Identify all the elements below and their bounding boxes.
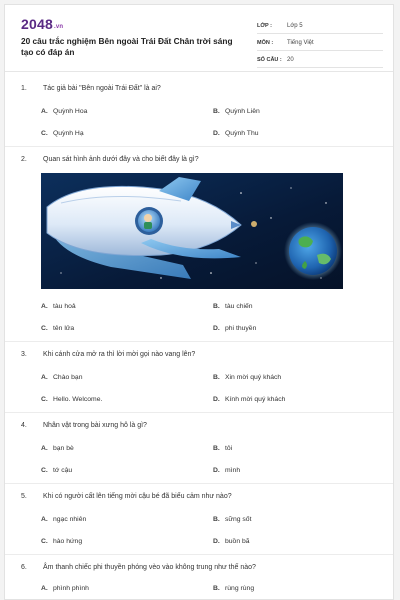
option-text: tàu hoả — [53, 303, 76, 310]
question-2-text — [21, 156, 199, 163]
question-divider — [5, 341, 394, 342]
option-letter: D. — [213, 396, 220, 403]
question-prompt: Khi cánh cửa mở ra thì lời mời gọi nào vang lên? — [43, 351, 196, 358]
option-letter: B. — [213, 445, 220, 452]
quiz-title: 20 câu trắc nghiệm Bên ngoài Trái Đất Chân trời sáng tạo có đáp án — [21, 36, 233, 57]
option-text: Quỳnh Thu — [225, 130, 259, 137]
question-1-option-a[interactable] — [41, 108, 87, 115]
logo-text: 2048 — [21, 16, 53, 32]
option-letter: B. — [213, 374, 220, 381]
option-text: tớ cậu — [53, 467, 73, 474]
option-text: Kính mời quý khách — [225, 396, 286, 403]
question-4-option-a[interactable] — [41, 445, 74, 452]
option-text: Hello. Welcome. — [53, 396, 103, 403]
option-letter: C. — [41, 130, 48, 137]
quiz-meta — [257, 19, 383, 70]
question-6-option-b[interactable] — [213, 585, 254, 592]
question-2-option-b[interactable] — [213, 303, 253, 310]
question-1-option-c[interactable] — [41, 130, 84, 137]
option-letter: B. — [213, 108, 220, 115]
meta-row-subject — [257, 36, 383, 51]
meta-label: LỚP : — [257, 23, 272, 29]
spaceship-image — [41, 173, 343, 289]
question-6-option-a[interactable] — [41, 585, 89, 592]
meta-value: Lớp 5 — [287, 23, 303, 29]
quiz-header — [5, 5, 393, 72]
option-text: buồn bã — [225, 538, 250, 545]
question-3-option-c[interactable] — [41, 396, 102, 403]
question-5-text — [21, 493, 232, 500]
question-1-text — [21, 85, 161, 92]
option-text: rùng rùng — [225, 585, 255, 592]
question-5-option-c[interactable] — [41, 538, 82, 545]
option-letter: D. — [213, 130, 220, 137]
question-number: 1. — [21, 85, 27, 92]
option-letter: B. — [213, 585, 220, 592]
question-3-text — [21, 351, 195, 358]
option-text: Quỳnh Hạ — [53, 130, 84, 137]
question-4-text — [21, 422, 147, 429]
question-prompt: Quan sát hình ảnh dưới đây và cho biết đây là gì? — [43, 156, 199, 163]
question-prompt: Nhân vật trong bài xưng hô là gì? — [43, 422, 147, 429]
question-divider — [5, 146, 394, 147]
question-prompt: Tác giả bài "Bên ngoài Trái Đất" là ai? — [43, 85, 161, 92]
option-letter: C. — [41, 325, 48, 332]
option-letter: A. — [41, 374, 48, 381]
question-2-option-a[interactable] — [41, 303, 76, 310]
question-6-text — [21, 564, 256, 571]
option-text: tên lửa — [53, 325, 75, 332]
option-letter: A. — [41, 445, 48, 452]
meta-label: MÔN : — [257, 40, 274, 46]
question-4-option-c[interactable] — [41, 467, 72, 474]
question-5-option-a[interactable] — [41, 516, 86, 523]
question-2-option-d[interactable] — [213, 325, 256, 332]
option-letter: A. — [41, 108, 48, 115]
question-1-option-b[interactable] — [213, 108, 260, 115]
option-text: phi thuyền — [225, 325, 257, 332]
question-prompt: Âm thanh chiếc phi thuyền phóng vèo vào không trung như thế nào? — [43, 564, 256, 571]
option-letter: C. — [41, 467, 48, 474]
option-letter: D. — [213, 325, 220, 332]
question-number: 3. — [21, 351, 27, 358]
option-letter: A. — [41, 516, 48, 523]
option-letter: A. — [41, 585, 48, 592]
question-number: 4. — [21, 422, 27, 429]
option-text: tàu chiến — [225, 303, 253, 310]
option-text: phình phình — [53, 585, 89, 592]
question-divider — [5, 412, 394, 413]
meta-row-count — [257, 53, 383, 68]
question-divider — [5, 554, 394, 555]
option-letter: D. — [213, 538, 220, 545]
option-letter: B. — [213, 303, 220, 310]
question-1-option-d[interactable] — [213, 130, 259, 137]
question-4-option-b[interactable] — [213, 445, 232, 452]
question-number: 2. — [21, 156, 27, 163]
question-5-option-d[interactable] — [213, 538, 250, 545]
meta-row-grade — [257, 19, 383, 34]
meta-value: 20 — [287, 57, 294, 63]
question-4-option-d[interactable] — [213, 467, 240, 474]
option-letter: C. — [41, 538, 48, 545]
question-prompt: Khi có người cất lên tiếng mời cậu bé đã biểu cảm như nào? — [43, 493, 232, 500]
option-text: Xin mời quý khách — [225, 374, 282, 381]
option-text: Quỳnh Liên — [225, 108, 260, 115]
meta-label: SỐ CÂU : — [257, 57, 282, 63]
option-letter: C. — [41, 396, 48, 403]
option-text: hào hứng — [53, 538, 83, 545]
logo-suffix: .vn — [53, 24, 64, 30]
option-letter: A. — [41, 303, 48, 310]
question-3-option-a[interactable] — [41, 374, 82, 381]
option-text: tôi — [225, 445, 233, 452]
question-3-option-b[interactable] — [213, 374, 281, 381]
question-3-option-d[interactable] — [213, 396, 285, 403]
option-text: Chào bạn — [53, 374, 83, 381]
question-5-option-b[interactable] — [213, 516, 251, 523]
option-text: sững sốt — [225, 516, 252, 523]
option-text: mình — [225, 467, 241, 474]
meta-value: Tiếng Việt — [287, 40, 314, 46]
option-text: Quỳnh Hoa — [53, 108, 88, 115]
option-text: bạn bè — [53, 445, 74, 452]
option-letter: D. — [213, 467, 220, 474]
question-2-option-c[interactable] — [41, 325, 74, 332]
site-logo[interactable] — [21, 16, 63, 32]
option-letter: B. — [213, 516, 220, 523]
question-number: 6. — [21, 564, 27, 571]
question-divider — [5, 483, 394, 484]
question-number: 5. — [21, 493, 27, 500]
quiz-sheet — [4, 4, 394, 600]
option-text: ngạc nhiên — [53, 516, 87, 523]
